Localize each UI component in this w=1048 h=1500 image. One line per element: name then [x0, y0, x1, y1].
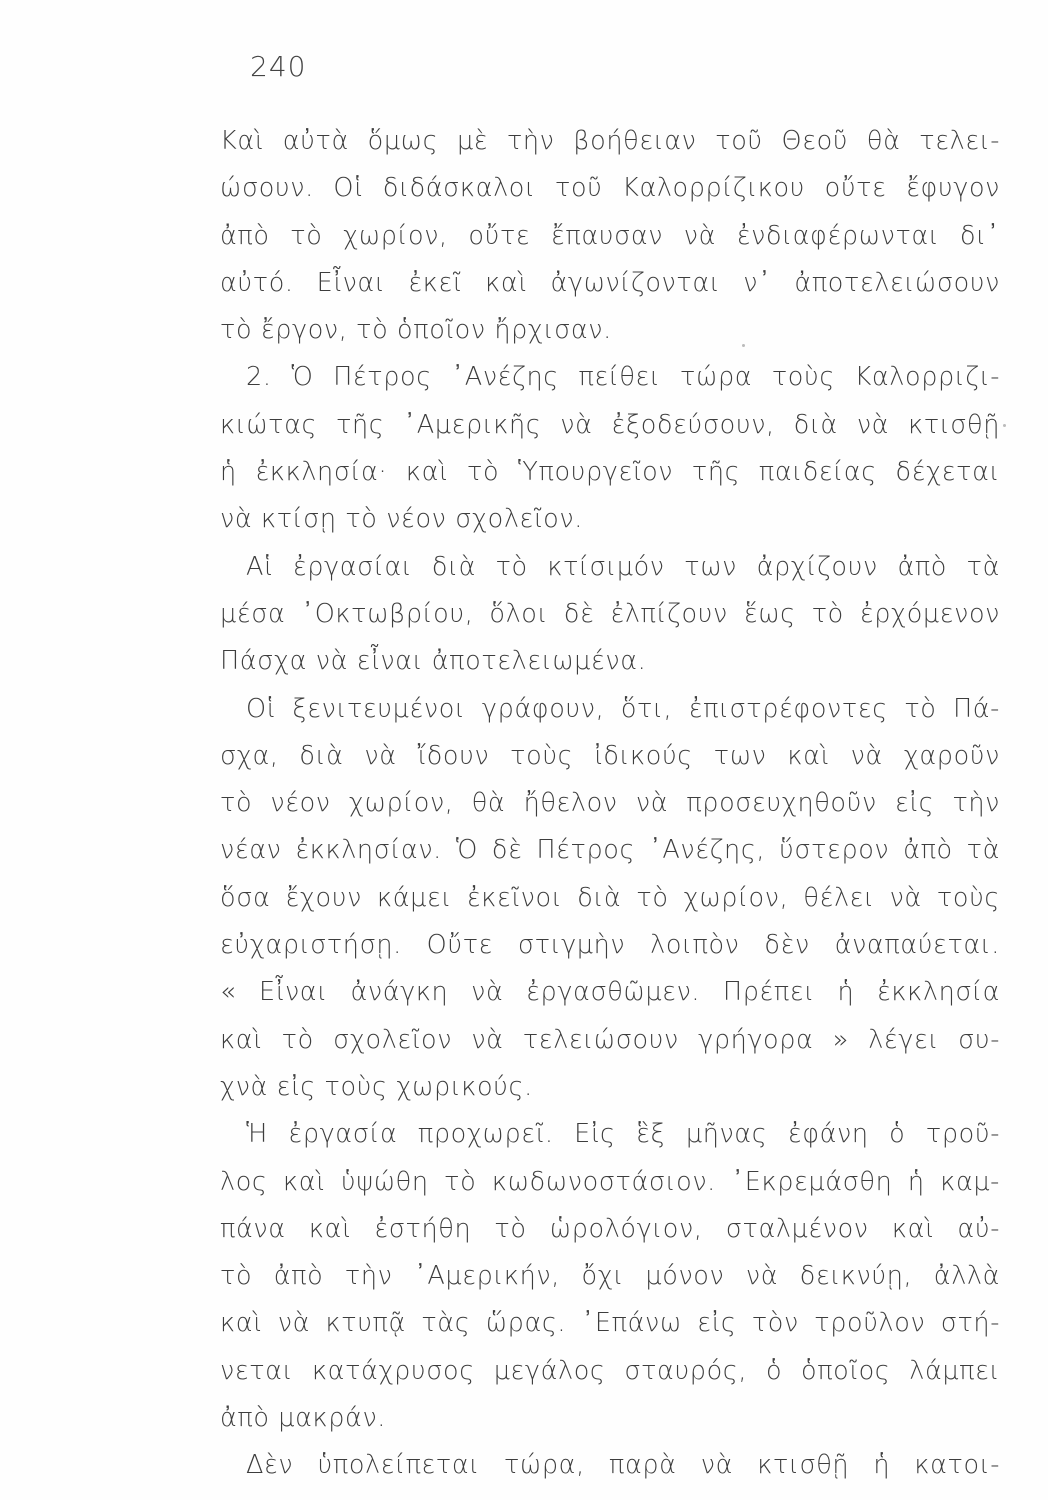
text-line: ἀπὸ τὸ χωρίον, οὔτε ἔπαυσαν νὰ ἐνδιαφέρωνται δι᾽: [220, 220, 1000, 251]
text-line: μέσα ᾽Οκτωβρίου, ὅλοι δὲ ἐλπίζουν ἕως τὸ ἐρχόμενον: [220, 598, 1000, 629]
text-line: αὐτό. Εἶναι ἐκεῖ καὶ ἀγωνίζονται ν᾽ ἀποτελειώσουν: [220, 267, 1000, 298]
text-line: λος καὶ ὑψώθη τὸ κωδωνοστάσιον. ᾽Εκρεμάσθη ἡ καμ-: [220, 1166, 1000, 1197]
text-line: Ἡ ἐργασία προχωρεῖ. Εἰς ἓξ μῆνας ἐφάνη ὁ τροῦ-: [246, 1119, 1000, 1150]
text-line: καὶ τὸ σχολεῖον νὰ τελειώσουν γρήγορα » λέγει συ-: [220, 1024, 1000, 1055]
text-line: Πάσχα νὰ εἶναι ἀποτελειωμένα.: [220, 646, 647, 677]
text-line: νέαν ἐκκλησίαν. Ὁ δὲ Πέτρος ᾽Ανέζης, ὕστερον ἀπὸ τὰ: [220, 835, 1000, 866]
text-line: ὅσα ἔχουν κάμει ἐκεῖνοι διὰ τὸ χωρίον, θέλει νὰ τοὺς: [220, 882, 1000, 913]
text-line: σχα, διὰ νὰ ἴδουν τοὺς ἰδικούς των καὶ νὰ χαροῦν: [220, 740, 1000, 771]
text-line: Οἱ ξενιτευμένοι γράφουν, ὅτι, ἐπιστρέφοντες τὸ Πά-: [246, 693, 1000, 724]
body-text: [220, 118, 1000, 1490]
text-line: εὐχαριστήσῃ. Οὔτε στιγμὴν λοιπὸν δὲν ἀναπαύεται.: [220, 930, 1000, 961]
text-line: Καὶ αὐτὰ ὅμως μὲ τὴν βοήθειαν τοῦ Θεοῦ θὰ τελει-: [220, 126, 1000, 156]
text-line: νὰ κτίσῃ τὸ νέον σχολεῖον.: [220, 504, 583, 535]
scan-speck: [1003, 424, 1006, 427]
text-line: τὸ νέον χωρίον, θὰ ἤθελον νὰ προσευχηθοῦν εἰς τὴν: [220, 788, 1000, 819]
text-line: Δὲν ὑπολείπεται τώρα, παρὰ νὰ κτισθῇ ἡ κατοι-: [246, 1450, 1000, 1481]
text-line: ἡ ἐκκλησία· καὶ τὸ Ὑπουργεῖον τῆς παιδείας δέχεται: [220, 457, 1000, 488]
text-line: νεται κατάχρυσος μεγάλος σταυρός, ὁ ὁποῖος λάμπει: [220, 1355, 1000, 1386]
text-line: χνὰ εἰς τοὺς χωρικούς.: [220, 1071, 533, 1102]
text-line: τὸ ἔργον, τὸ ὁποῖον ἤρχισαν.: [220, 315, 612, 346]
text-line: ώσουν. Οἱ διδάσκαλοι τοῦ Καλορρίζικου οὔτε ἔφυγον: [220, 173, 1000, 204]
text-line: « Εἶναι ἀνάγκη νὰ ἐργασθῶμεν. Πρέπει ἡ ἐκκλησία: [220, 977, 1000, 1008]
text-line: καὶ νὰ κτυπᾷ τὰς ὥρας. ᾽Επάνω εἰς τὸν τροῦλον στή-: [220, 1308, 1000, 1339]
text-line: κιώτας τῆς ᾽Αμερικῆς νὰ ἐξοδεύσουν, διὰ νὰ κτισθῇ: [220, 409, 1000, 440]
text-line: τὸ ἀπὸ τὴν ᾽Αμερικήν, ὄχι μόνον νὰ δεικνύῃ, ἀλλὰ: [220, 1261, 1000, 1292]
scan-speck: [742, 344, 745, 347]
text-line: Αἱ ἐργασίαι διὰ τὸ κτίσιμόν των ἀρχίζουν ἀπὸ τὰ: [246, 551, 1000, 582]
text-line: πάνα καὶ ἐστήθη τὸ ὡρολόγιον, σταλμένον καὶ αὐ-: [220, 1213, 1000, 1244]
text-line: 2. Ὁ Πέτρος ᾽Ανέζης πείθει τώρα τοὺς Καλορριζι-: [246, 362, 1000, 393]
page-number: 240: [250, 50, 307, 83]
text-line: ἀπὸ μακράν.: [220, 1403, 386, 1434]
